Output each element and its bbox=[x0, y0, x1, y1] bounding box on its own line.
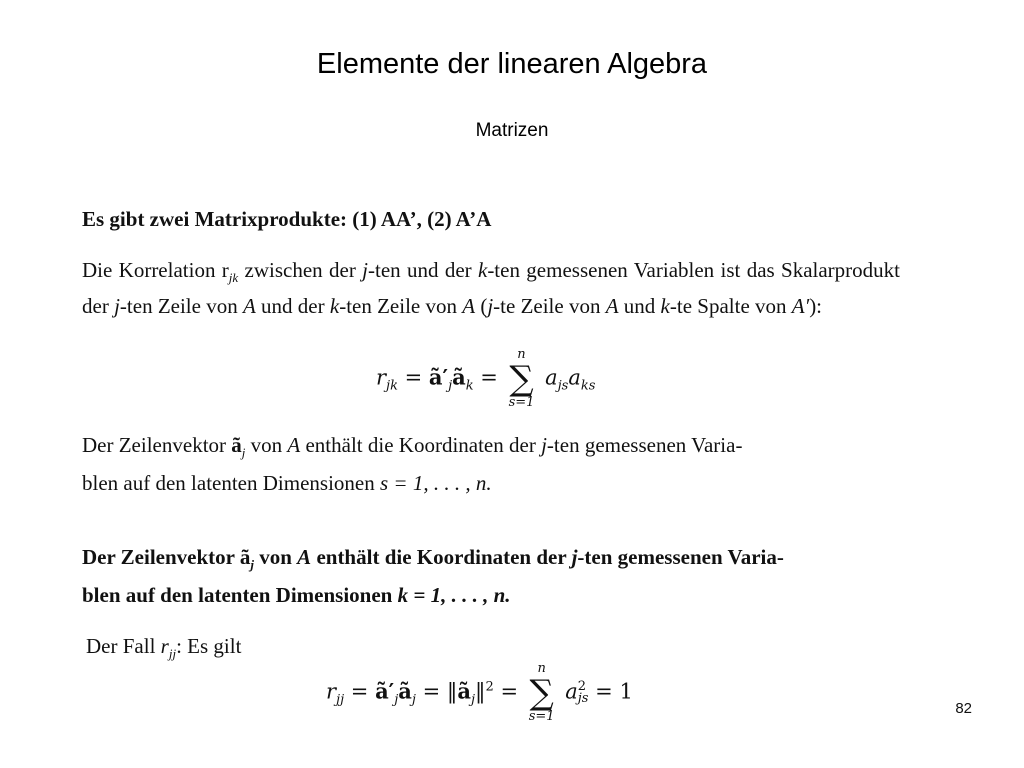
norm-formula: $r_{jj}$ = $ã'_jã_j$ = $‖ã_j‖^2$ = n ∑ s=1 a 2 js = 1 bbox=[326, 661, 633, 724]
case-rjj-line: Der Fall $r_{jj}$: Es gilt bbox=[86, 634, 242, 662]
correlation-paragraph: Die Korrelation $r_{jk}$ zwischen der j-ten und der k-ten gemessenen Variablen ist das Skalarprodukt der j-ten Zeile von A und der k-ten Zeile von A (j-te Zeile von A und k-te Spalte von A′): bbox=[82, 258, 900, 319]
sum-symbol-2: n ∑ s=1 bbox=[528, 661, 555, 724]
row-vector-paragraph-1: Der Zeilenvektor $ã_j$ von A enthält die Koordinaten der j-ten gemessenen Varia- blen auf den latenten Dimensionen s = 1, . . . , n. bbox=[82, 433, 743, 496]
correlation-formula: $r_{jk}$ = $ã'_jã_k$ = n ∑ s=1 $a_{js}a_{ks}$ bbox=[376, 347, 596, 410]
matrix-products-line: Es gibt zwei Matrixprodukte: (1) AA’, (2) A’A bbox=[82, 207, 492, 231]
slide-title: Elemente der linearen Algebra bbox=[316, 48, 708, 80]
sum-symbol: n ∑ s=1 bbox=[508, 347, 535, 410]
row-vector-paragraph-2: Der Zeilenvektor $ã_j$ von A enthält die Koordinaten der j-ten gemessenen Varia- blen auf den latenten Dimensionen k = 1, . . . , n. bbox=[82, 545, 784, 608]
page-number: 82 bbox=[955, 700, 972, 717]
slide-subtitle: Matrizen bbox=[475, 120, 549, 141]
